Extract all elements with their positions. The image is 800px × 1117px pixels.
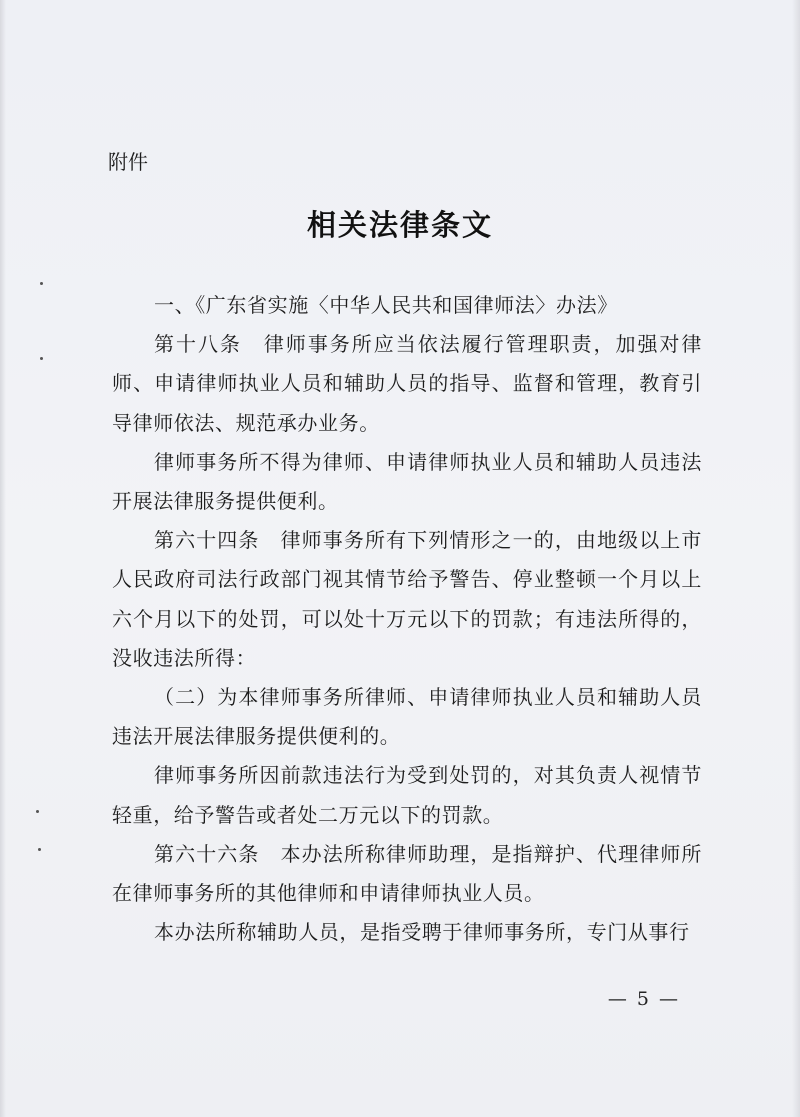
page-number: — 5 — — [607, 988, 680, 1010]
document-title: 相关法律条文 — [306, 208, 493, 242]
paragraph-article-64: 第六十四条 律师事务所有下列情形之一的，由地级以上市人民政府司法行政部门视其情节给予警告、停业整顿一个月以上六个月以下的处罚，可以处十万元以下的罚款；有违法所得的，没收违法所得： — [112, 528, 702, 670]
page-shadow-left — [0, 0, 6, 1117]
page-shadow-right — [792, 0, 800, 1117]
scan-speck — [36, 810, 39, 813]
scan-speck — [38, 848, 41, 851]
scan-speck — [40, 282, 43, 285]
paragraph-item-2: （二）为本律师事务所律师、申请律师执业人员和辅助人员违法开展法律服务提供便利的。 — [112, 685, 702, 749]
attachment-label: 附件 — [108, 150, 148, 174]
paragraph-article-66: 第六十六条 本办法所称律师助理，是指辩护、代理律师所在律师事务所的其他律师和申请律师执业人员。 — [112, 841, 702, 906]
section-heading: 一、《广东省实施〈中华人民共和国律师法〉办法》 — [154, 293, 618, 317]
paragraph: 律师事务所不得为律师、申请律师执业人员和辅助人员违法开展法律服务提供便利。 — [112, 449, 702, 514]
paragraph: 律师事务所因前款违法行为受到处罚的，对其负责人视情节轻重，给予警告或者处二万元以下的罚款。 — [112, 763, 702, 827]
paragraph-article-18: 第十八条 律师事务所应当依法履行管理职责，加强对律师、申请律师执业人员和辅助人员的指导、监督和管理，教育引导律师依法、规范承办业务。 — [112, 332, 702, 435]
paragraph: 本办法所称辅助人员，是指受聘于律师事务所，专门从事行 — [154, 920, 690, 945]
document-body — [112, 286, 702, 952]
scan-speck — [40, 357, 43, 360]
